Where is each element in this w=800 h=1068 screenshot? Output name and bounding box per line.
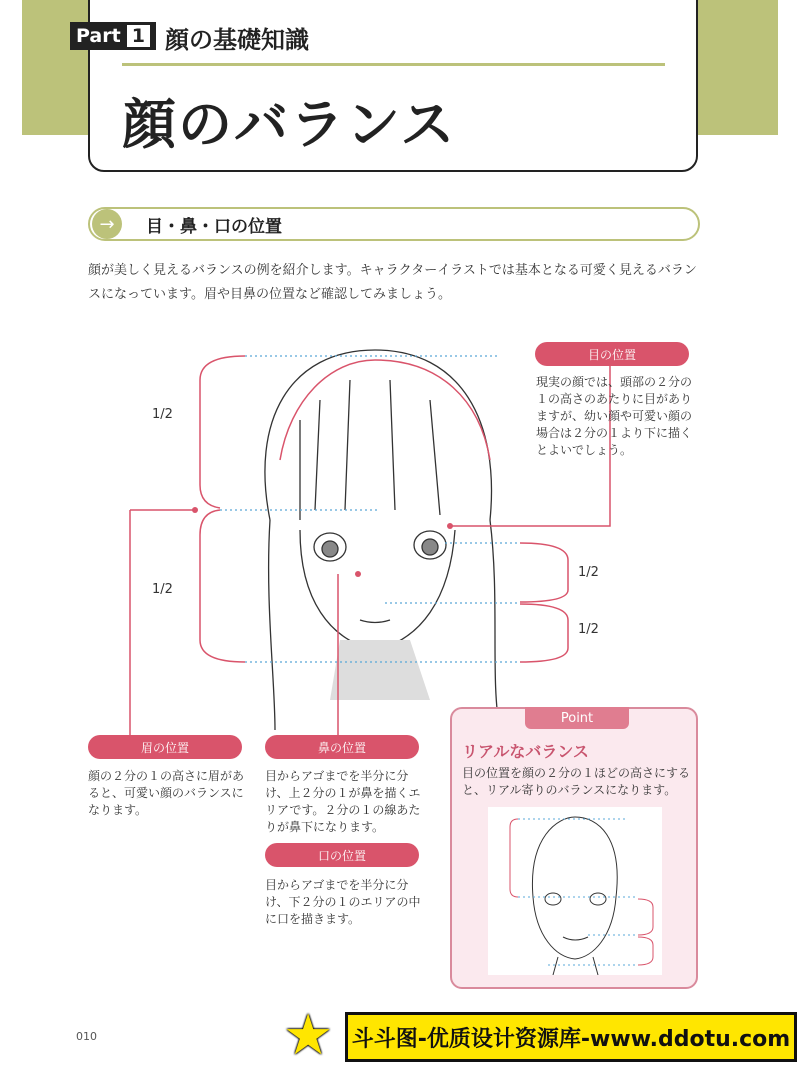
- neck-shadow: [330, 640, 430, 700]
- point-box: [450, 707, 698, 989]
- part-label: Part: [76, 25, 121, 47]
- mouth-position-text: 目からアゴまでを半分に分け、下２分の１のエリアの中に口を描きます。: [265, 878, 421, 926]
- watermark-banner: 斗斗图-优质设计资源库-www.ddotu.com: [345, 1012, 797, 1062]
- star-icon: ★: [283, 1003, 334, 1068]
- nose-position-pill: 鼻の位置: [265, 735, 419, 759]
- point-tab: Point: [525, 707, 629, 729]
- chapter-title: 顔の基礎知識: [165, 26, 309, 54]
- eye-position-text: 現実の顔では、頭部の２分の１の高さのあたりに目がありますが、幼い顔や可愛い顔の場合は２分の１より下に描くとよいでしょう。: [536, 375, 693, 457]
- ratio-label: 1/2: [152, 407, 173, 422]
- point-heading: リアルなバランス: [462, 742, 589, 761]
- page-title: 顔のバランス: [122, 93, 457, 156]
- eye-position-pill: 目の位置: [535, 342, 689, 366]
- eyebrow-position-pill: 眉の位置: [88, 735, 242, 759]
- realistic-face-illustration: [488, 807, 662, 975]
- section-label: 目・鼻・口の位置: [146, 216, 282, 237]
- part-number: 1: [127, 25, 150, 47]
- page-number: 010: [76, 1030, 97, 1043]
- nose-position-text: 目からアゴまでを半分に分け、上２分の１が鼻を描くエリアです。２分の１の線あたりが鼻下になります。: [265, 769, 421, 834]
- mouth-position-pill: 口の位置: [265, 843, 419, 867]
- ratio-label: 1/2: [152, 582, 173, 597]
- arrow-right-icon: →: [92, 209, 122, 239]
- ratio-label: 1/2: [578, 565, 599, 580]
- ratio-label: 1/2: [578, 622, 599, 637]
- point-text: 目の位置を顔の２分の１ほどの高さにすると、リアル寄りのバランスになります。: [462, 766, 691, 797]
- eyebrow-position-text: 顔の２分の１の高さに眉があると、可愛い顔のバランスになります。: [88, 769, 245, 817]
- intro-text: 顔が美しく見えるバランスの例を紹介します。キャラクターイラストでは基本となる可愛く見えるバランスになっています。眉や目鼻の位置など確認してみましょう。: [88, 263, 697, 302]
